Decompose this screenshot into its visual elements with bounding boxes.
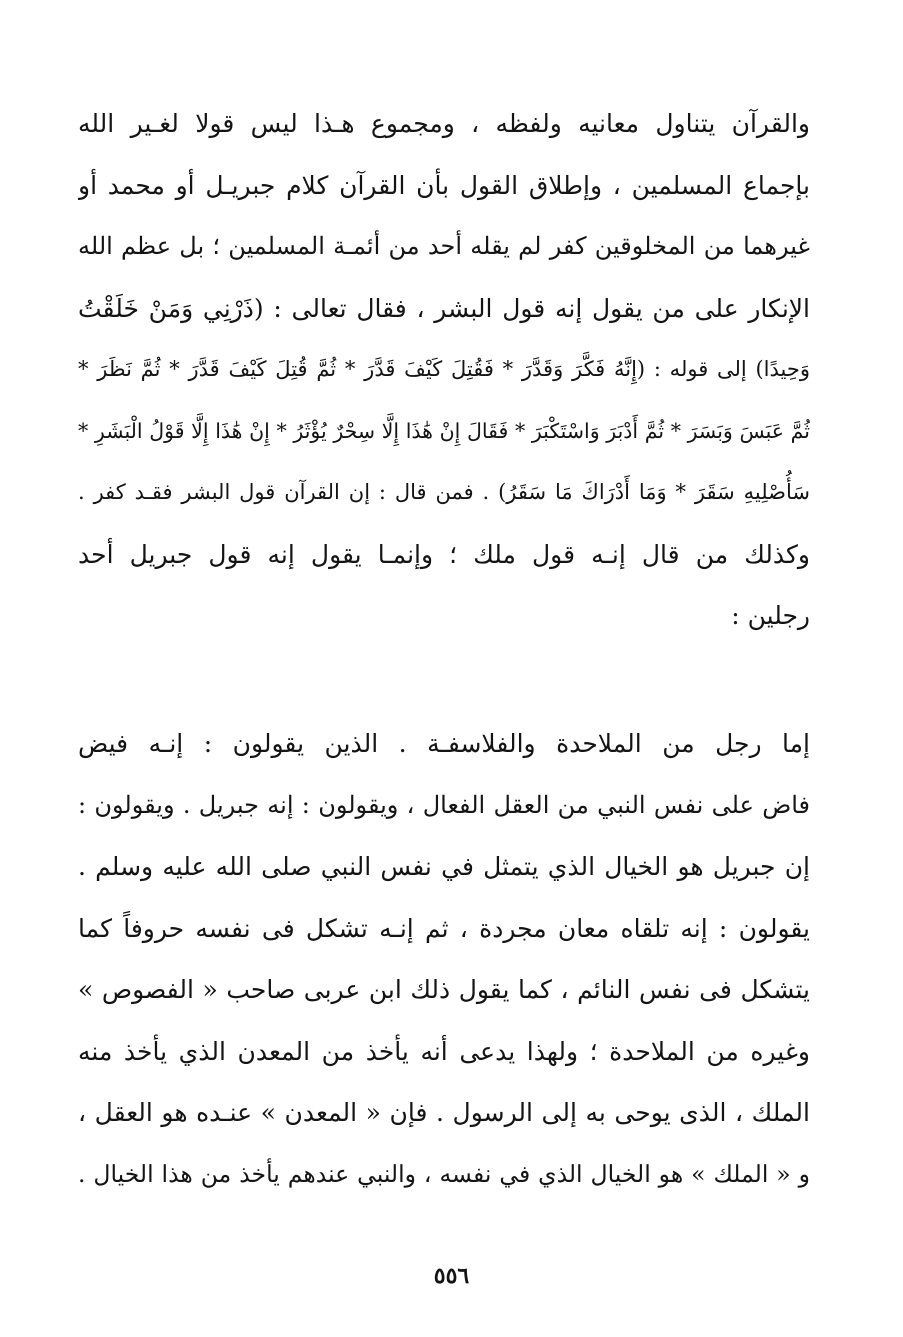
quran-verse-line: سَأُصْلِيهِ سَقَرَ * وَمَا أَدْرَاكَ مَا سَقَرُ) . فمن قال : إن القرآن قول البشر فقـد كفر . bbox=[78, 480, 810, 504]
text-line: يتشكل فى نفس النائم ، كما يقول ذلك ابن عربى صاحب « الفصوص » bbox=[78, 975, 810, 1004]
quran-verse-line: ثُمَّ عَبَسَ وَبَسَرَ * ثُمَّ أَدْبَرَ وَاسْتَكْبَرَ * فَقَالَ إِنْ هَٰذَا إِلَّا سِحْرٌ يُؤْثَرُ * إِنْ هَٰذَا إِلَّا قَوْلُ الْبَشَرِ * bbox=[78, 418, 810, 443]
text-line: إن جبريل هو الخيال الذي يتمثل في نفس النبي صلى الله عليه وسلم . bbox=[78, 852, 810, 881]
text-line: إما رجل من الملاحدة والفلاسفـة . الذين يقولون : إنـه فيض bbox=[78, 729, 810, 758]
text-line: بإجماع المسلمين ، وإطلاق القول بأن القرآن كلام جبريـل أو محمد أو bbox=[78, 170, 810, 200]
text-line: و « الملك » هو الخيال الذي في نفسه ، والنبي عندهم يأخذ من هذا الخيال . bbox=[78, 1159, 810, 1188]
text-line: وكذلك من قال إنـه قول ملك ؛ وإنمـا يقول إنه قول جبريل أحد bbox=[78, 539, 810, 569]
text-line: وغيره من الملاحدة ؛ ولهذا يدعى أنه يأخذ من المعدن الذي يأخذ منه bbox=[78, 1036, 810, 1066]
paragraph-philosophers bbox=[78, 713, 810, 1205]
text-line: والقرآن يتناول معانيه ولفظه ، ومجموع هـذا ليس قولا لغـير الله bbox=[78, 109, 810, 138]
quran-verse-line: وَحِيدًا) إلى قوله : (إِنَّهُ فَكَّرَ وَقَدَّرَ * فَقُتِلَ كَيْفَ قَدَّرَ * ثُمَّ قُتِلَ كَيْفَ قَدَّرَ * ثُمَّ نَظَرَ * bbox=[78, 357, 810, 381]
page-number: ٥٥٦ bbox=[433, 1263, 470, 1289]
text-line: فاض على نفس النبي من العقل الفعال ، ويقولون : إنه جبريل . ويقولون : bbox=[78, 790, 810, 819]
paragraph-quran-speech bbox=[78, 93, 810, 647]
text-line: الملك ، الذى يوحى به إلى الرسول . فإن « المعدن » عنـده هو العقل ، bbox=[78, 1098, 810, 1127]
text-line: الإنكار على من يقول إنه قول البشر ، فقال تعالى : (ذَرْنِي وَمَنْ خَلَقْتُ bbox=[78, 293, 810, 323]
text-line: غيرهما من المخلوقين كفر لم يقله أحد من أئمـة المسلمين ؛ بل عظم الله bbox=[78, 232, 810, 260]
text-line: يقولون : إنه تلقاه معان مجردة ، ثم إنـه تشكل فى نفسه حروفاً كما bbox=[78, 913, 810, 943]
text-line: رجلين : bbox=[731, 601, 810, 630]
